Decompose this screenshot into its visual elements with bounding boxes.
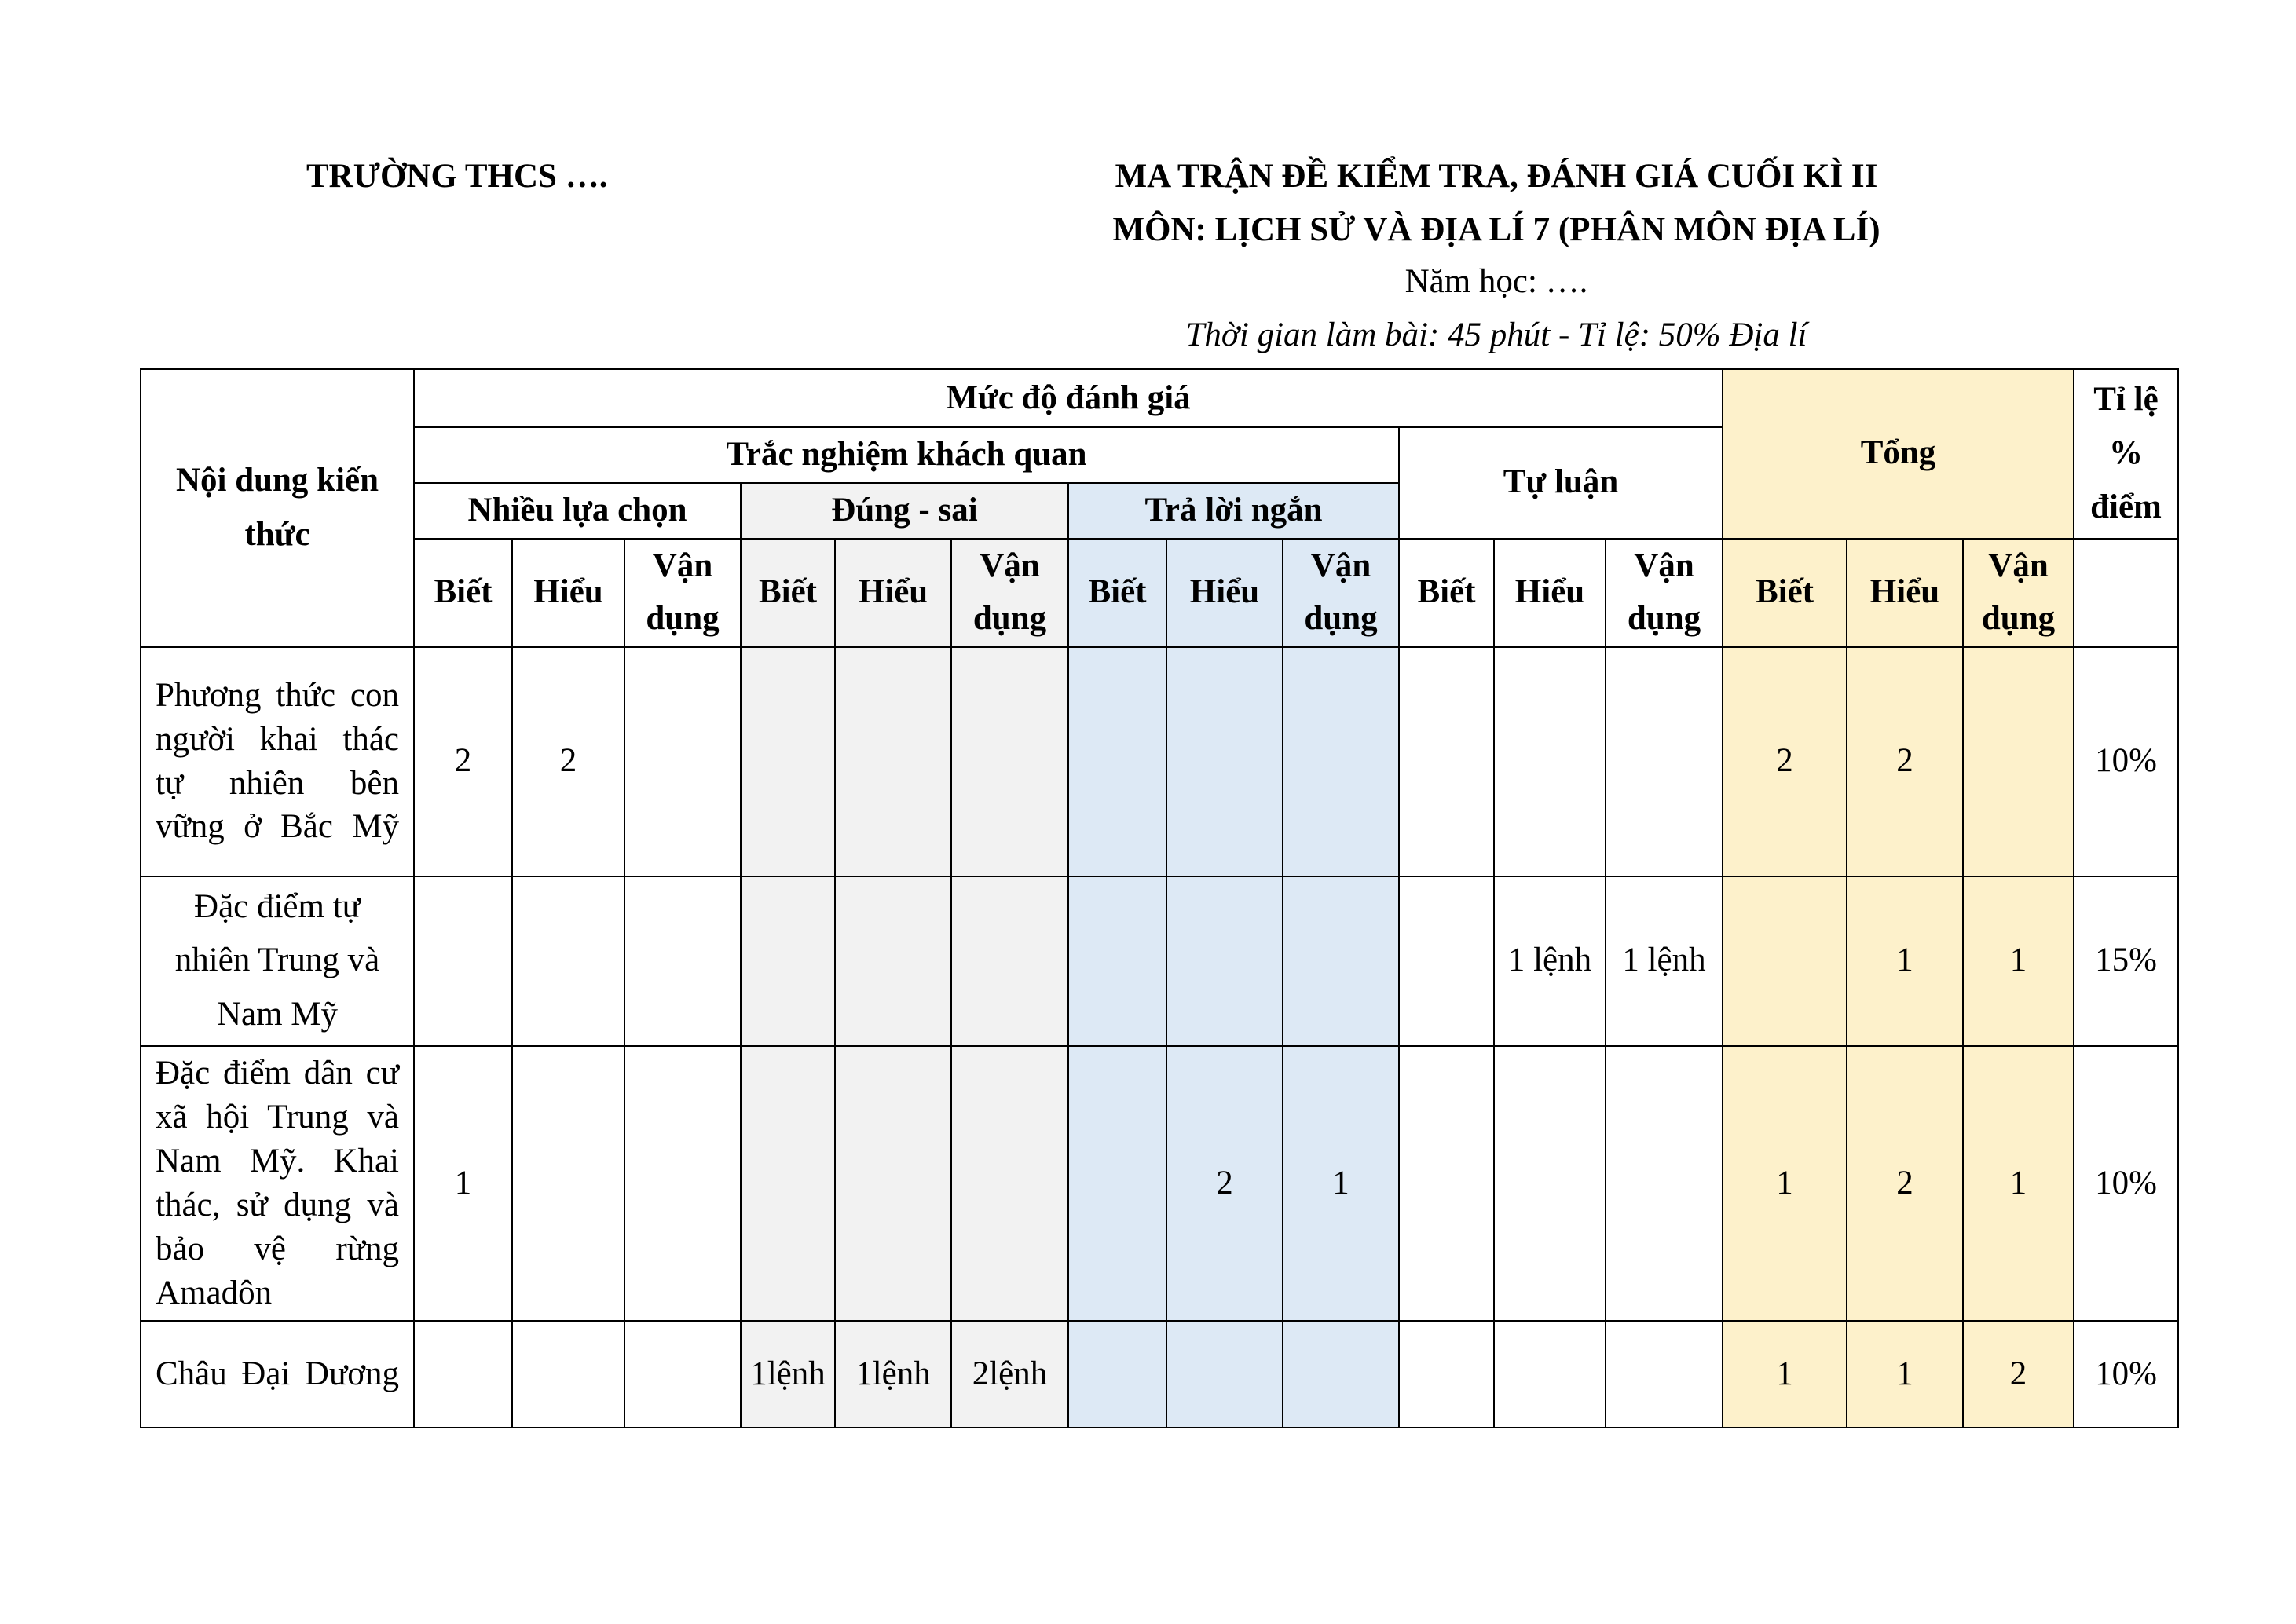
level-understand: Hiểu — [1166, 539, 1283, 647]
table-cell — [741, 876, 835, 1046]
table-cell — [1494, 647, 1606, 876]
school-name: TRƯỜNG THCS …. — [306, 158, 608, 195]
level-know: Biết — [1068, 539, 1166, 647]
ratio-cell: 15% — [2074, 876, 2178, 1046]
table-cell: 1 — [1723, 1321, 1847, 1428]
ratio-cell: 10% — [2074, 1321, 2178, 1428]
table-cell — [624, 1046, 741, 1321]
table-cell: 1 — [1963, 876, 2074, 1046]
row-content: Đặc điểm tự nhiên Trung và Nam Mỹ — [141, 876, 414, 1046]
table-cell: 2 — [512, 647, 624, 876]
table-row — [141, 1046, 2178, 1321]
table-cell — [951, 876, 1068, 1046]
total-header: Tổng — [1723, 369, 2074, 539]
level-apply: Vận dụng — [951, 539, 1068, 647]
table-cell — [512, 1321, 624, 1428]
table-cell — [835, 876, 951, 1046]
table-cell — [1166, 876, 1283, 1046]
table-cell — [1283, 1321, 1399, 1428]
table-cell — [1606, 647, 1723, 876]
level-header: Mức độ đánh giá — [414, 369, 1723, 427]
table-cell — [1166, 1321, 1283, 1428]
table-cell — [741, 1046, 835, 1321]
level-apply: Vận dụng — [1606, 539, 1723, 647]
level-understand: Hiểu — [1494, 539, 1606, 647]
table-cell — [1606, 1321, 1723, 1428]
objective-header: Trắc nghiệm khách quan — [414, 427, 1399, 483]
ratio-header: Tỉ lệ % điểm — [2074, 369, 2178, 539]
table-cell: 2 — [1166, 1046, 1283, 1321]
level-apply: Vận dụng — [624, 539, 741, 647]
level-know: Biết — [741, 539, 835, 647]
ratio-cell: 10% — [2074, 647, 2178, 876]
table-cell — [1068, 876, 1166, 1046]
ratio-cell: 10% — [2074, 1046, 2178, 1321]
level-apply: Vận dụng — [1963, 539, 2074, 647]
table-cell: 2lệnh — [951, 1321, 1068, 1428]
table-cell — [1283, 876, 1399, 1046]
table-cell: 2 — [1847, 647, 1963, 876]
table-cell: 1 — [1847, 1321, 1963, 1428]
table-cell — [835, 647, 951, 876]
table-cell: 2 — [1963, 1321, 2074, 1428]
level-apply: Vận dụng — [1283, 539, 1399, 647]
table-cell — [624, 647, 741, 876]
table-cell — [414, 876, 512, 1046]
content-header: Nội dung kiến thức — [141, 369, 414, 647]
table-cell — [1068, 1321, 1166, 1428]
table-cell — [951, 1046, 1068, 1321]
table-cell — [1166, 647, 1283, 876]
multiple-choice-header: Nhiều lựa chọn — [414, 483, 741, 539]
level-know: Biết — [414, 539, 512, 647]
assessment-matrix-table — [140, 368, 2179, 1428]
short-answer-header: Trả lời ngắn — [1068, 483, 1399, 539]
table-cell — [1606, 1046, 1723, 1321]
table-cell: 1lệnh — [835, 1321, 951, 1428]
table-cell: 2 — [414, 647, 512, 876]
table-row — [141, 1321, 2178, 1428]
level-know: Biết — [1399, 539, 1494, 647]
table-cell — [1068, 1046, 1166, 1321]
table-cell — [414, 1321, 512, 1428]
table-cell: 1 — [1963, 1046, 2074, 1321]
level-understand: Hiểu — [1847, 539, 1963, 647]
table-cell: 2 — [1723, 647, 1847, 876]
table-cell: 1 lệnh — [1606, 876, 1723, 1046]
table-cell: 1lệnh — [741, 1321, 835, 1428]
table-cell — [624, 1321, 741, 1428]
table-cell — [1399, 647, 1494, 876]
table-cell — [1494, 1046, 1606, 1321]
row-content: Phương thức con người khai thác tự nhiên bên vững ở Bắc Mỹ — [141, 647, 414, 876]
row-content: Châu Đại Dương — [141, 1321, 414, 1428]
essay-header: Tự luận — [1399, 427, 1723, 539]
table-cell: 1 lệnh — [1494, 876, 1606, 1046]
row-content: Đặc điểm dân cư xã hội Trung và Nam Mỹ. Khai thác, sử dụng và bảo vệ rừng Amadôn — [141, 1046, 414, 1321]
table-cell — [1494, 1321, 1606, 1428]
level-understand: Hiểu — [835, 539, 951, 647]
table-cell — [835, 1046, 951, 1321]
table-cell — [741, 647, 835, 876]
table-cell: 1 — [1847, 876, 1963, 1046]
ratio-empty-cell — [2074, 539, 2178, 647]
level-know: Biết — [1723, 539, 1847, 647]
table-row — [141, 647, 2178, 876]
level-understand: Hiểu — [512, 539, 624, 647]
level-header-row — [141, 539, 2178, 647]
time-ratio: Thời gian làm bài: 45 phút - Tỉ lệ: 50% Địa lí — [1185, 316, 1807, 353]
table-cell — [512, 1046, 624, 1321]
table-cell — [1068, 647, 1166, 876]
table-cell — [1399, 1046, 1494, 1321]
table-cell: 1 — [414, 1046, 512, 1321]
table-cell — [512, 876, 624, 1046]
table-cell — [1283, 647, 1399, 876]
table-row — [141, 876, 2178, 1046]
table-cell — [624, 876, 741, 1046]
table-cell: 2 — [1847, 1046, 1963, 1321]
table-cell: 1 — [1723, 1046, 1847, 1321]
table-cell: 1 — [1283, 1046, 1399, 1321]
subject-title: MÔN: LỊCH SỬ VÀ ĐỊA LÍ 7 (PHÂN MÔN ĐỊA LÍ) — [1112, 211, 1880, 248]
table-cell — [951, 647, 1068, 876]
document-title: MA TRẬN ĐỀ KIỂM TRA, ĐÁNH GIÁ CUỐI KÌ II — [1115, 158, 1878, 195]
table-cell — [1723, 876, 1847, 1046]
table-cell — [1963, 647, 2074, 876]
table-cell — [1399, 876, 1494, 1046]
true-false-header: Đúng - sai — [741, 483, 1068, 539]
table-cell — [1399, 1321, 1494, 1428]
school-year: Năm học: …. — [1404, 263, 1588, 300]
